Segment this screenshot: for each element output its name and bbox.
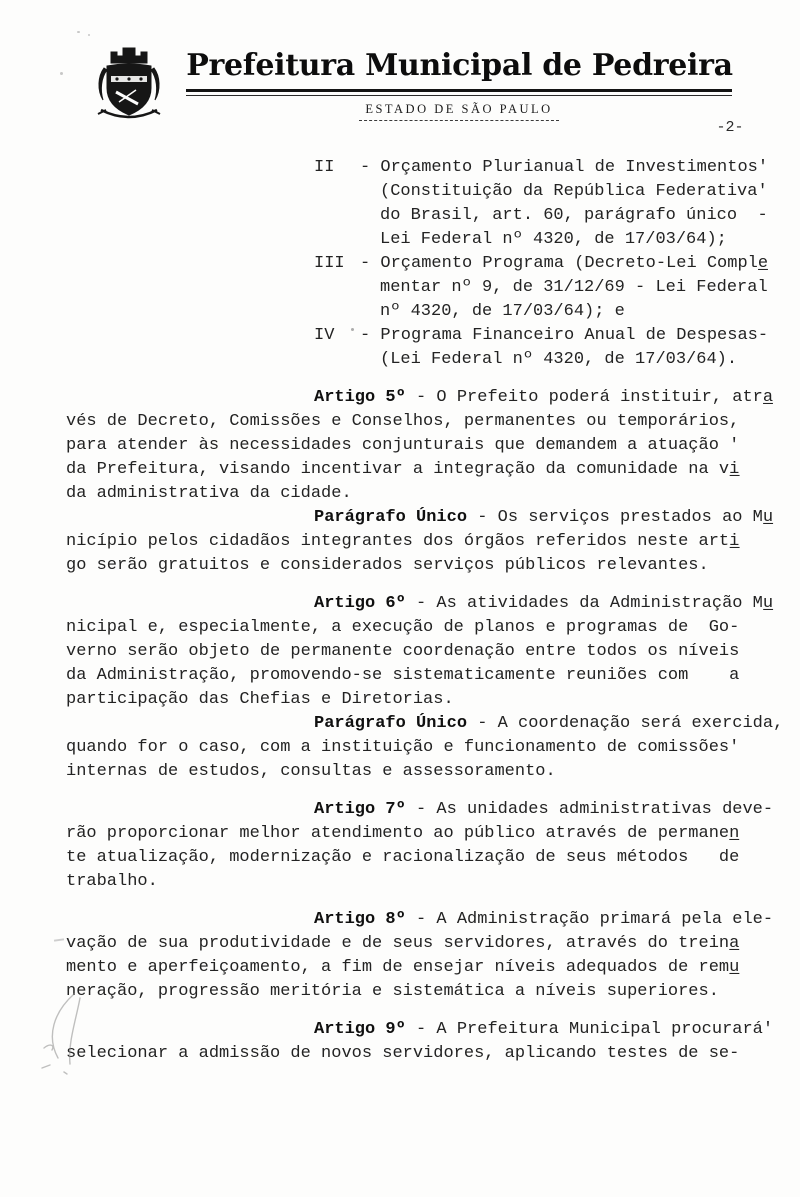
paragraph-line: trabalho.	[66, 872, 158, 891]
paragraph-first-line-text: - A coordenação será exercida,	[467, 714, 784, 733]
paragraph-first-line	[66, 506, 774, 530]
paragraph-label: Artigo 5º	[314, 388, 406, 407]
coat-of-arms-logo	[94, 44, 164, 124]
document-body	[0, 150, 800, 1066]
article-paragraph	[66, 798, 774, 894]
paragraph-line: da administrativa da cidade.	[66, 484, 352, 503]
paragraph-first-line-text: - As unidades administrativas deve-	[405, 800, 774, 819]
paragraph-label: Parágrafo Único	[314, 714, 468, 733]
paragraph-line: neração, progressão meritória e sistemática a níveis superiores.	[66, 982, 719, 1001]
paragraph-line: nicípio pelos cidadãos integrantes dos órgãos referidos neste arti̲	[66, 532, 740, 551]
list-item-numeral: III	[314, 254, 345, 273]
paragraph-label: Parágrafo Único	[314, 508, 468, 527]
paragraph-line: mento e aperfeiçoamento, a fim de ensejar níveis adequados de remu̲	[66, 958, 740, 977]
scan-speck	[351, 328, 354, 331]
list-item-lines	[360, 156, 768, 252]
article-paragraph	[66, 592, 774, 712]
list-item-line: (Constituição da República Federativa'	[380, 182, 768, 201]
paragraph-label: Artigo 8º	[314, 910, 406, 929]
list-item-line: do Brasil, art. 60, parágrafo único -	[380, 206, 768, 225]
subtitle-wrap	[186, 100, 732, 121]
organization-title: Prefeitura Municipal de Pedreira	[186, 48, 733, 83]
paragraph-line: te atualização, modernização e racionalização de seus métodos de	[66, 848, 740, 867]
sole-paragraph-block	[66, 506, 774, 578]
paragraph-label: Artigo 7º	[314, 800, 406, 819]
paragraph-line: vés de Decreto, Comissões e Conselhos, permanentes ou temporários,	[66, 412, 740, 431]
list-item-line: (Lei Federal nº 4320, de 17/03/64).	[380, 350, 738, 369]
paragraph-line: vação de sua produtividade e de seus servidores, através do treina̲	[66, 934, 740, 953]
paragraph-line: verno serão objeto de permanente coordenação entre todos os níveis	[66, 642, 740, 661]
list-item-line: - Programa Financeiro Anual de Despesas-	[360, 326, 769, 345]
paragraph-line: rão proporcionar melhor atendimento ao público através de permanen̲	[66, 824, 740, 843]
pencil-squiggle-mark	[34, 986, 100, 1078]
paragraph-first-line	[66, 712, 784, 736]
list-item	[314, 156, 769, 252]
list-item-numeral: II	[314, 158, 335, 177]
title-rule-thick	[186, 89, 732, 92]
article-paragraph	[66, 386, 774, 506]
paragraph-first-line-text: - Os serviços prestados ao Mu̲	[467, 508, 774, 527]
state-subtitle: ESTADO DE SÃO PAULO	[359, 102, 558, 121]
list-item-numeral: IV	[314, 326, 335, 345]
paragraph-line: quando for o caso, com a instituição e funcionamento de comissões'	[66, 738, 740, 757]
paragraph-first-line	[66, 386, 774, 410]
budget-instruments-list	[314, 156, 769, 372]
list-item-line: Lei Federal nº 4320, de 17/03/64);	[380, 230, 727, 249]
paragraph-line: da Administração, promovendo-se sistematicamente reuniões com a	[66, 666, 740, 685]
article-paragraph	[66, 908, 774, 1004]
paragraph-line: internas de estudos, consultas e assessoramento.	[66, 762, 556, 781]
paragraph-first-line-text: - O Prefeito poderá instituir, atra̲	[405, 388, 774, 407]
paragraph-label: Artigo 9º	[314, 1020, 406, 1039]
paragraph-first-line	[66, 1018, 774, 1042]
paragraph-first-line-text: - A Administração primará pela ele-	[405, 910, 774, 929]
article-paragraph	[66, 1018, 774, 1066]
list-item-lines	[360, 324, 768, 372]
paragraph-line: nicipal e, especialmente, a execução de planos e programas de Go-	[66, 618, 740, 637]
sole-paragraph-block	[66, 712, 784, 784]
paragraph-first-line-text: - As atividades da Administração Mu̲	[405, 594, 774, 613]
list-item	[314, 324, 769, 372]
page-number: -2-	[716, 119, 744, 136]
letterhead	[0, 0, 800, 150]
paragraph-first-line	[66, 908, 774, 932]
paragraph-first-line-text: - A Prefeitura Municipal procurará'	[405, 1020, 774, 1039]
paragraph-first-line	[66, 798, 774, 822]
paragraph-line: go serão gratuitos e considerados serviços públicos relevantes.	[66, 556, 709, 575]
articles-section	[66, 386, 784, 1066]
paragraph-line: selecionar a admissão de novos servidores, aplicando testes de se-	[66, 1044, 740, 1063]
list-item-lines	[360, 252, 768, 324]
list-item-line: nº 4320, de 17/03/64); e	[380, 302, 625, 321]
scan-speck	[60, 72, 63, 75]
list-item	[314, 252, 769, 324]
list-item-line: mentar nº 9, de 31/12/69 - Lei Federal	[380, 278, 768, 297]
title-rule-thin	[186, 95, 732, 96]
paragraph-first-line	[66, 592, 774, 616]
list-item-line: - Orçamento Programa (Decreto-Lei Comple̲	[360, 254, 769, 273]
scan-speck	[77, 31, 80, 33]
paragraph-line: da Prefeitura, visando incentivar a integração da comunidade na vi̲	[66, 460, 740, 479]
list-item-line: - Orçamento Plurianual de Investimentos'	[360, 158, 769, 177]
paragraph-label: Artigo 6º	[314, 594, 406, 613]
paragraph-line: participação das Chefias e Diretorias.	[66, 690, 454, 709]
paragraph-line: para atender às necessidades conjunturais que demandem a atuação '	[66, 436, 740, 455]
scan-speck	[88, 34, 90, 36]
